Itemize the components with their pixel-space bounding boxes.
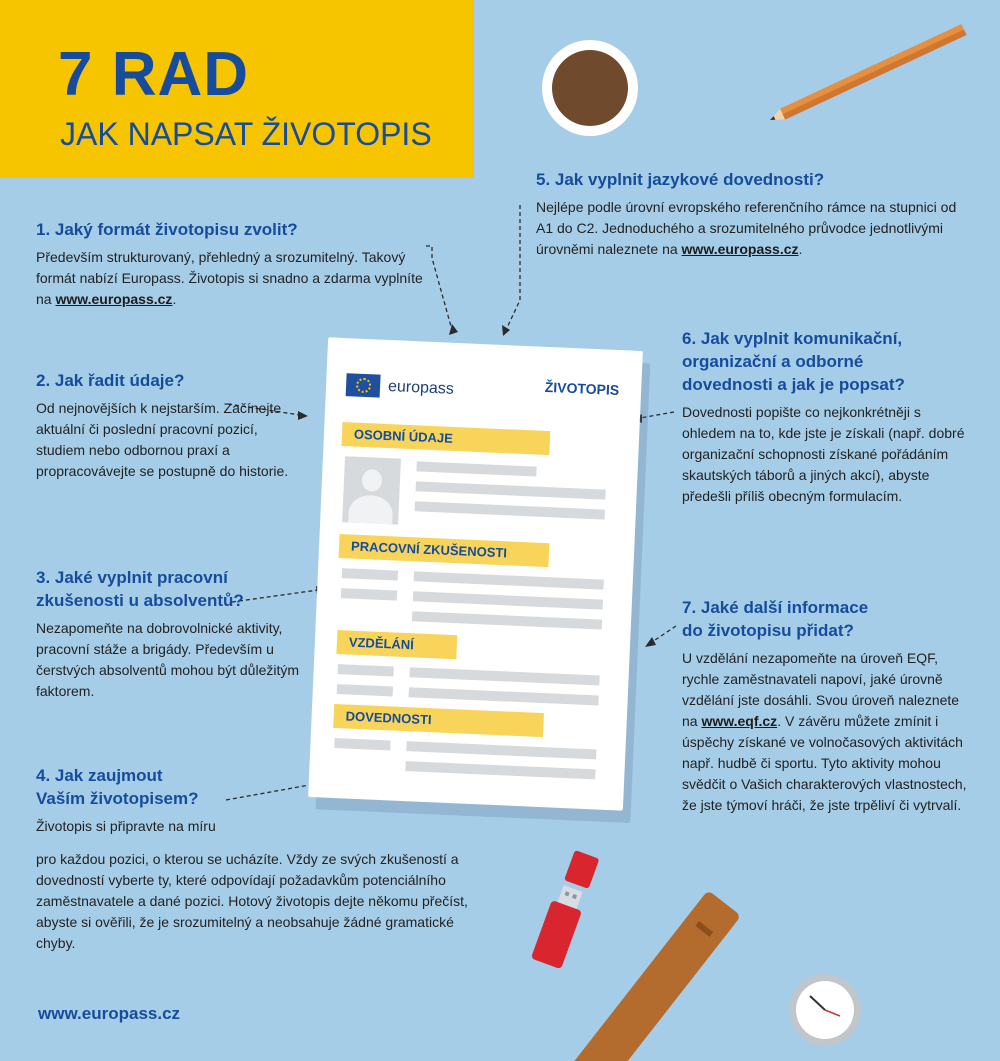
cv-card-title: ŽIVOTOPIS (544, 378, 620, 399)
tip-4-heading-2: Vaším životopisem? (36, 789, 199, 809)
cv-card (308, 337, 643, 810)
placeholder-line (409, 667, 599, 685)
page-title: 7 RAD (58, 40, 250, 109)
usb-stick-icon (531, 883, 588, 969)
pencil-icon (767, 24, 966, 125)
placeholder-line (341, 588, 397, 600)
tip-7-body (682, 648, 972, 816)
section-personal: OSOBNÍ ÚDAJE (341, 422, 550, 455)
tip-2-heading: 2. Jak řadit údaje? (36, 371, 185, 390)
tip-7-heading-2: do životopisu přidat? (682, 621, 854, 641)
tip-6-heading-2: organizační a odborné (682, 352, 864, 372)
placeholder-line (416, 481, 606, 499)
placeholder-line (342, 568, 398, 580)
placeholder-line (409, 687, 599, 705)
tip-1-text: Především strukturovaný, přehledný a srozumitelný. Takový formát nabízí Europass. Životopis si snadno a zdarma vyplníte na (36, 249, 423, 308)
placeholder-line (414, 571, 604, 589)
tip-7-link[interactable]: www.eqf.cz (701, 713, 778, 730)
tip-7-text-2: . V závěru můžete zmínit i úspěchy získané ve volnočasových aktivitách např. hudbě či sportu. Tyto aktivity mohou svědčit o Vašich charakterových vlastnostech, že jste týmoví hráči, že jste trpěliví či vytrvalí. (682, 713, 967, 814)
placeholder-line (412, 611, 602, 629)
tip-6-heading-1: 6. Jak vyplnit komunikační, (682, 329, 903, 348)
usb-cap-icon (564, 850, 599, 889)
tip-7 (682, 596, 972, 816)
tip-4 (36, 764, 476, 954)
coffee-cup-icon (542, 40, 638, 136)
tip-5-link[interactable]: www.europass.cz (681, 241, 799, 258)
tip-5-tail: . (798, 241, 803, 258)
tip-5-text: Nejlépe podle úrovní evropského referenčního rámce na stupnici od A1 do C2. Jednoduchého a srozumitelného průvodce jednotlivými úrovněmi naleznete na (536, 199, 957, 258)
tip-3-body: Nezapomeňte na dobrovolnické aktivity, pracovní stáže a brigády. Především u čerstvých absolventů mohou být důležitým faktorem. (36, 620, 300, 700)
tip-6-body: Dovednosti popište co nejkonkrétněji s ohledem na to, kde jste je získali (např. dobré organizační schopnosti získané pořádáním skautských táborů a jiných akcí), abyste předešli příliš obecným formulacím. (682, 404, 965, 505)
placeholder-line (334, 738, 390, 750)
placeholder-line (406, 741, 596, 759)
tip-2 (36, 369, 298, 482)
tip-6 (682, 327, 972, 507)
wristwatch-icon (566, 890, 861, 1061)
section-skills: DOVEDNOSTI (333, 704, 544, 737)
tip-4-heading-1: 4. Jak zaujmout (36, 766, 163, 785)
placeholder-line (337, 684, 393, 696)
tip-1-link[interactable]: www.europass.cz (55, 291, 173, 308)
profile-photo-icon (342, 456, 401, 524)
placeholder-line (338, 664, 394, 676)
europass-logo (346, 373, 455, 401)
tip-3-heading-1: 3. Jaké vyplnit pracovní (36, 568, 228, 587)
tip-5-heading: 5. Jak vyplnit jazykové dovednosti? (536, 170, 825, 189)
tip-5 (536, 168, 966, 260)
tip-4-body-2: pro každou pozici, o kterou se ucházíte. Vždy ze svých zkušeností a dovedností vyberte ty, které odpovídají požadavkům potenciálního zaměstnavatele a dané pozici. Hotový životopis dejte někomu přečíst, abyste si ověřili, že je srozumitelný a neobsahuje žádné gramatické chyby. (36, 851, 468, 952)
tip-1-body (36, 247, 431, 310)
placeholder-line (415, 501, 605, 519)
section-work: PRACOVNÍ ZKUŠENOSTI (339, 534, 550, 567)
tip-5-body (536, 197, 966, 260)
footer-url[interactable]: www.europass.cz (38, 1004, 181, 1023)
tip-7-heading-1: 7. Jaké další informace (682, 598, 869, 617)
placeholder-line (416, 461, 536, 476)
tip-1 (36, 218, 431, 310)
tip-1-heading: 1. Jaký formát životopisu zvolit? (36, 220, 298, 239)
tip-1-tail: . (172, 291, 177, 308)
tip-3 (36, 566, 306, 702)
tip-2-body: Od nejnovějších k nejstarším. Začínejte aktuální či poslední pracovní pozicí, studiem nebo odbornou praxí a propracovávejte se postupně do historie. (36, 400, 289, 480)
placeholder-line (413, 591, 603, 609)
eu-flag-icon (346, 373, 381, 397)
section-education: VZDĚLÁNÍ (336, 630, 457, 659)
logo-text: europass (387, 377, 455, 398)
tip-4-body-1: Životopis si připravte na míru (36, 818, 216, 835)
tip-3-heading-2: zkušenosti u absolventů? (36, 591, 244, 611)
page-subtitle: JAK NAPSAT ŽIVOTOPIS (60, 116, 432, 152)
tip-7-text-1: U vzdělání nezapomeňte na úroveň EQF, rychle zaměstnavateli napoví, jaké úrovně vzdělání jste dosáhli. Svou úroveň naleznete na (682, 650, 960, 730)
tip-6-heading-3: dovednosti a jak je popsat? (682, 375, 905, 395)
